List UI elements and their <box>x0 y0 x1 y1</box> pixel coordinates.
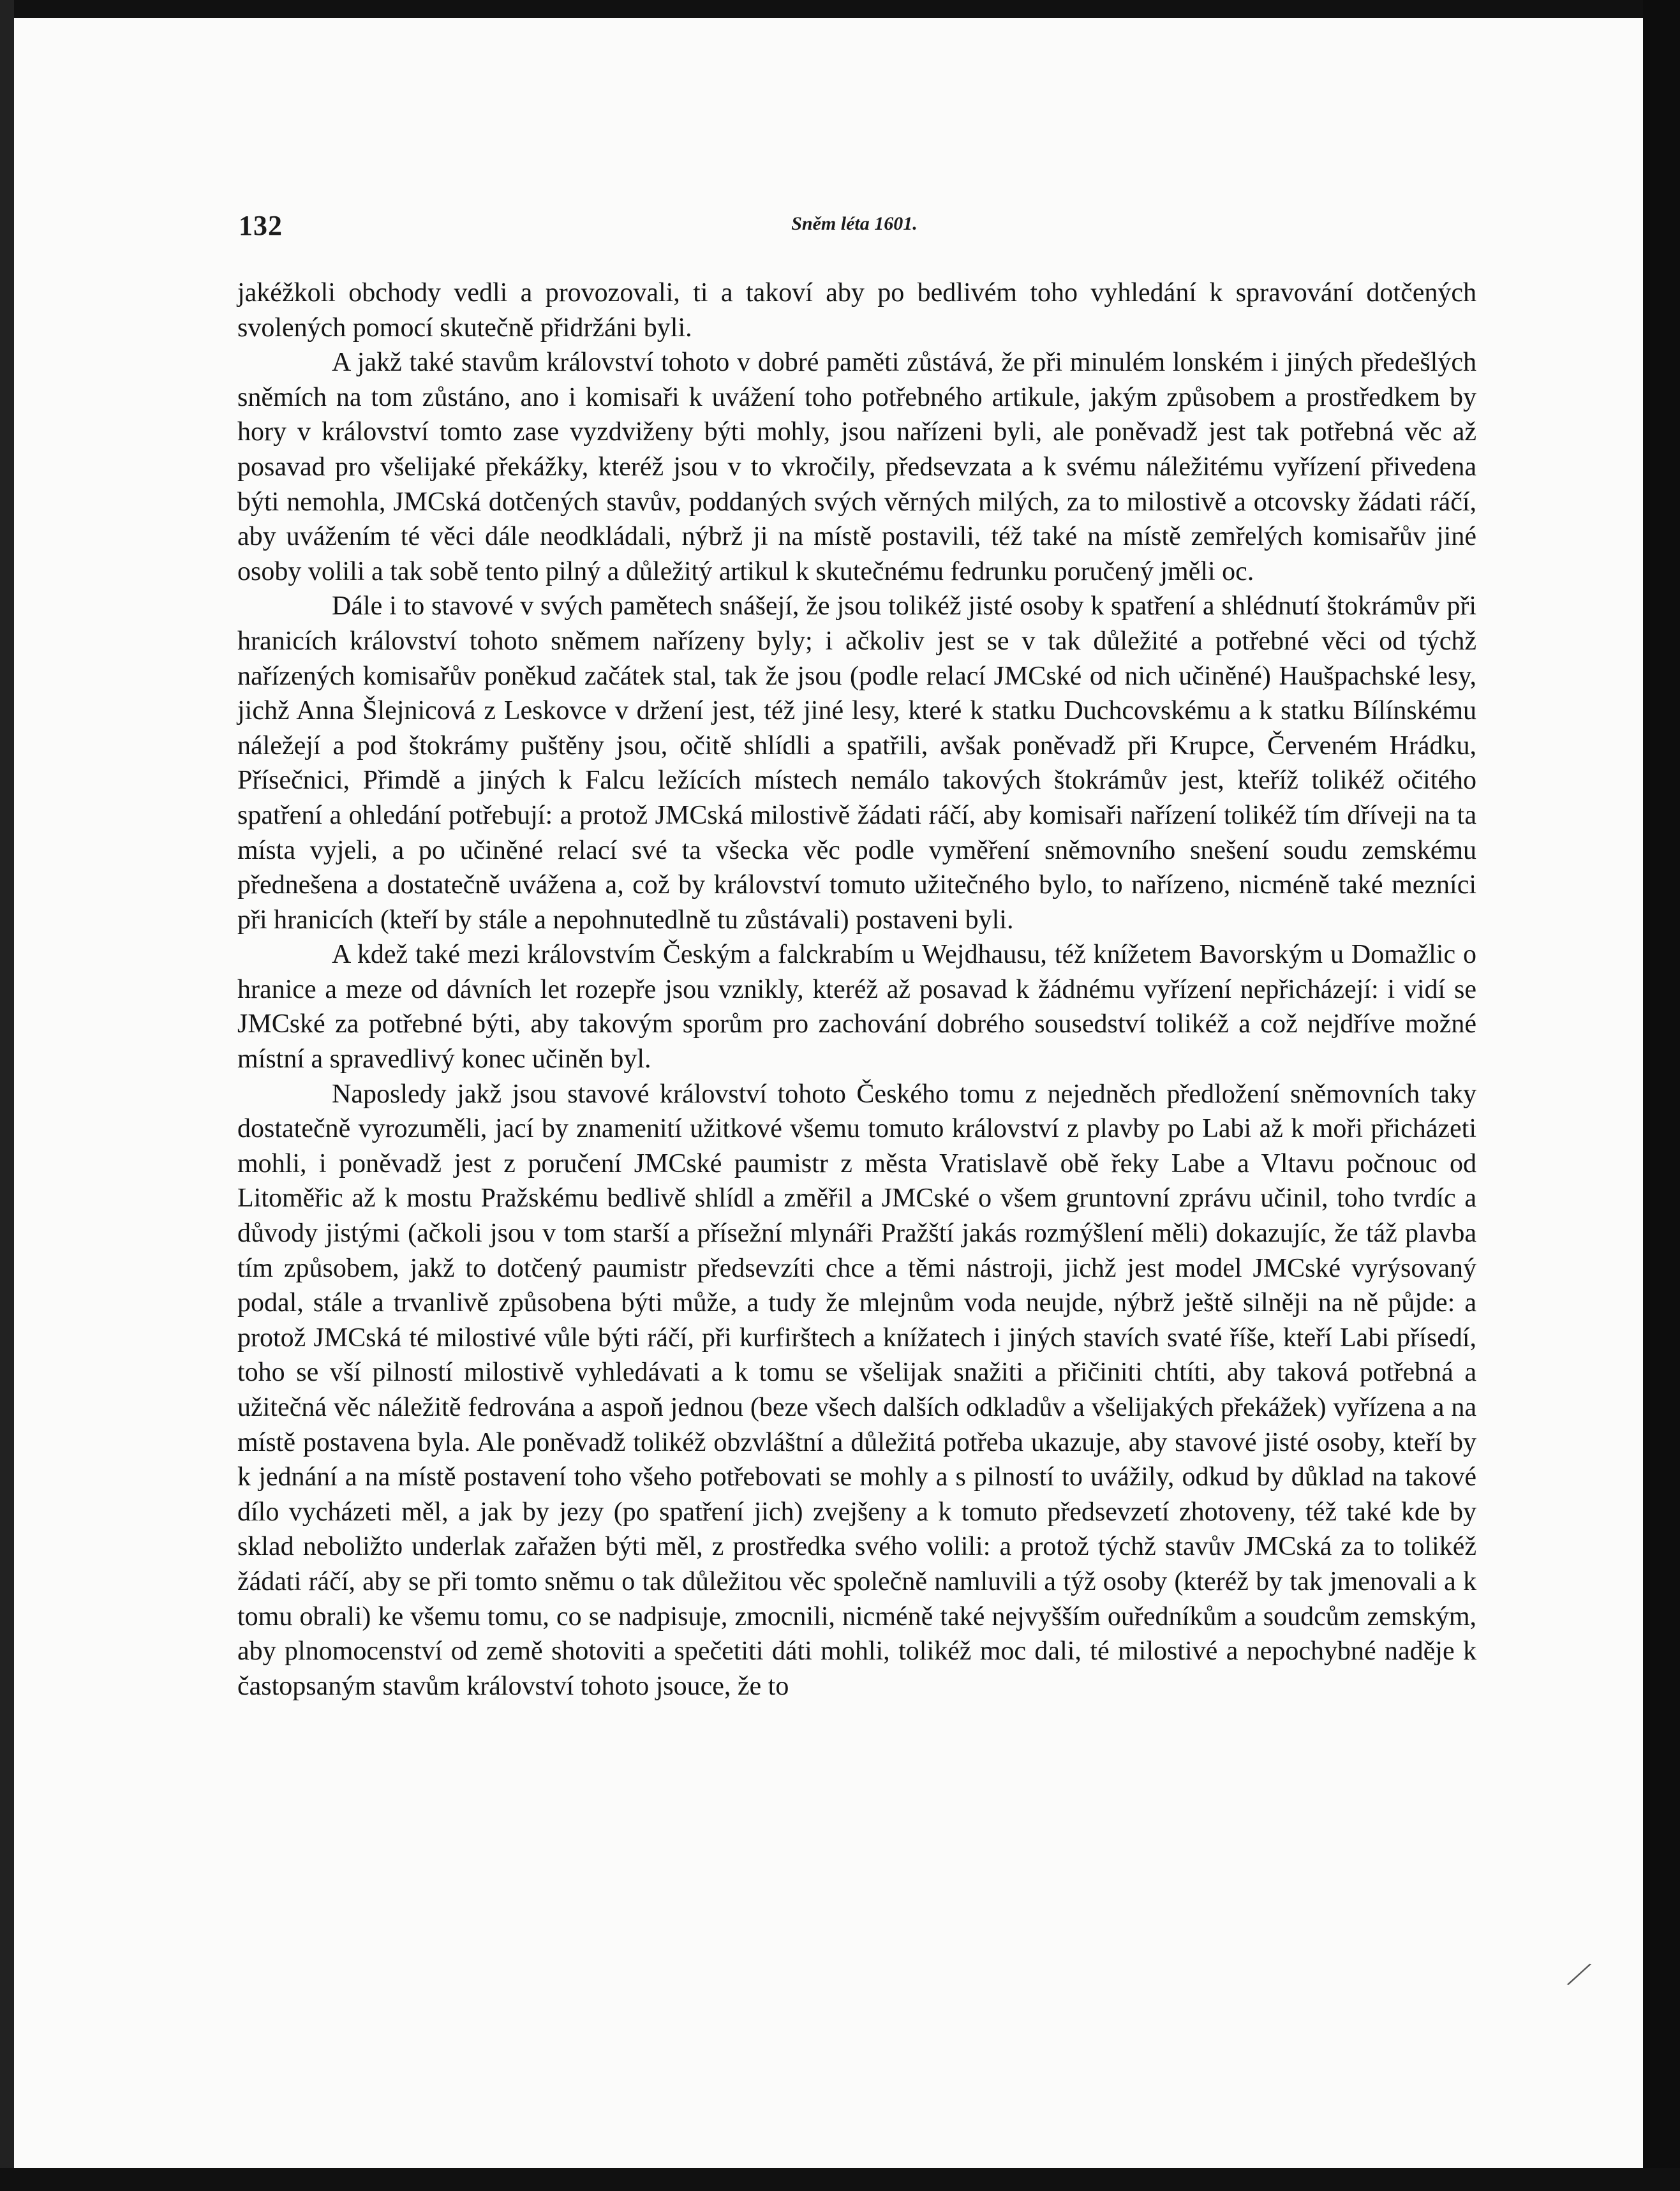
scan-border-left <box>0 0 14 2191</box>
scan-border-bottom <box>0 2168 1680 2191</box>
paragraph: Naposledy jakž jsou stavové království tohoto Českého tomu z nejedněch předložení sněmovních taky dostatečně vyrozuměli, jací by znamenití užitkové všemu tomuto království z plavby po Labi až k moři přicházeti mohli, i poněvadž jest z poručení JMCské paumistr z města Vratislavě obě řeky Labe a Vltavu počnouc od Litoměřic až k mostu Pražskému bedlivě shlídl a změřil a JMCské o všem gruntovní zprávu učinil, toho tvrdíc a důvody jistými (ačkoli jsou v tom starší a přísežní mlynáři Pražští jakás rozmýšlení měli) dokazujíc, že táž plavba tím způsobem, jakž to dotčený paumistr předsevzíti chce a těmi nástroji, jichž jest model JMCské vyrýsovaný podal, stále a trvanlivě způsobena býti může, a tudy že mlejnům voda neujde, nýbrž ještě silněji na ně půjde: a protož JMCská té milostivé vůle býti ráčí, při kurfirštech a knížatech i jiných stavích svaté říše, kteří Labi přísedí, toho se vší pilností milostivě vyhledávati a k tomu se všelijak snažiti a přičiniti chtíti, aby taková potřebná a užitečná věc náležitě fedrována a aspoň jednou (beze všech dalších odkladův a všelijakých překážek) vyřízena a na místě postavena byla. Ale poněvadž tolikéž obzvláštní a důležitá potřeba ukazuje, aby stavové jisté osoby, kteří by k jednání a na místě postavení toho všeho potřebovati se mohly a s pilností to uvážily, odkud by důklad na takové dílo vycházeti měl, a jak by jezy (po spatření jich) zvejšeny a k tomuto předsevzetí zhotoveny, též také kde by sklad neboližto underlak zařažen býti měl, z prostředka svého volili: a protož týchž stavův JMCská za to tolikéž žádati ráčí, aby se při tomto sněmu o tak důležitou věc společně namluvili a týž osoby (kteréž by tak jmenovali a k tomu obrali) ke všemu tomu, co se nadpisuje, zmocnili, nicméně také nejvyšším ouředníkům a soudcům zemským, aby plnomocenství od země shotoviti a spečetiti dáti mohli, tolikéž moc dali, té milostivé a nepochybné naděje k častopsaným stavům království tohoto jsouce, že to <box>237 1079 1476 1701</box>
scan-border-top <box>0 0 1680 18</box>
page-number: 132 <box>239 210 283 241</box>
pencil-mark-icon: ⁄ <box>1572 1952 1587 1996</box>
body-text <box>237 276 1476 1704</box>
scan-border-right <box>1643 0 1680 2191</box>
paragraph-continuation: jakéžkoli obchody vedli a provozovali, ti a takoví aby po bedlivém toho vyhledání k spravování dotčených svolených pomocí skutečně přidržáni byli. <box>237 278 1476 343</box>
page-header <box>239 209 1470 248</box>
paragraph: Dále i to stavové v svých pamětech snášejí, že jsou tolikéž jisté osoby k spatření a shlédnutí štokrámův při hranicích království tohoto sněmem nařízeny byly; i ačkoliv jest se v tak důležité a potřebné věci od týchž nařízených komisařův poněkud začátek stal, tak že jsou (podle relací JMCské od nich učiněné) Haušpachské lesy, jichž Anna Šlejnicová z Leskovce v držení jest, též jiné lesy, které k statku Duchcovskému a k statku Bílínskému náležejí a pod štokrámy puštěny jsou, očitě shlídli a spatřili, avšak poněvadž při Krupce, Červeném Hrádku, Přísečnici, Přimdě a jiných k Falcu ležících místech nemálo takových štokrámův jest, kteříž tolikéž očitého spatření a ohledání potřebují: a protož JMCská milostivě žádati ráčí, aby komisaři nařízení tolikéž tím dříveji na ta místa vyjeli, a po učiněné relací své ta všecka věc podle vyměření sněmovního snešení soudu zemskému přednešena a dostatečně uvážena a, což by království tomuto užitečného bylo, to nařízeno, nicméně také mezníci při hranicích (kteří by stále a nepohnutedlně tu zůstávali) postaveni byli. <box>237 591 1476 935</box>
paragraph: A kdež také mezi královstvím Českým a falckrabím u Wejdhausu, též knížetem Bavorským u Domažlic o hranice a meze od dávních let rozepře jsou vznikly, kteréž až posavad k žádnému vyřízení nepřicházejí: i vidí se JMCské za potřebné býti, aby takovým sporům pro zachování dobrého sousedství tolikéž a což nejdříve možné místní a spravedlivý konec učiněn byl. <box>237 940 1476 1074</box>
running-title: Sněm léta 1601. <box>791 213 918 234</box>
paragraph: A jakž také stavům království tohoto v dobré paměti zůstává, že při minulém lonském i jiných předešlých sněmích na tom zůstáno, ano i komisaři k uvážení toho potřebného artikule, jakým způsobem a prostředkem by hory v království tomto zase vyzdviženy býti mohly, jsou nařízeni byli, ale poněvadž jest tak potřebná věc až posavad pro všelijaké překážky, kteréž jsou v to vkročily, předsevzata a k svému náležitému vyřízení přivedena býti nemohla, JMCská dotčených stavův, poddaných svých věrných milých, za to milostivě a otcovsky žádati ráčí, aby uvážením té věci dále neodkládali, nýbrž ji na místě postavili, též také na místě zemřelých komisařův jiné osoby volili a tak sobě tento pilný a důležitý artikul k skutečnému fedrunku poručený jměli oc. <box>237 348 1476 586</box>
